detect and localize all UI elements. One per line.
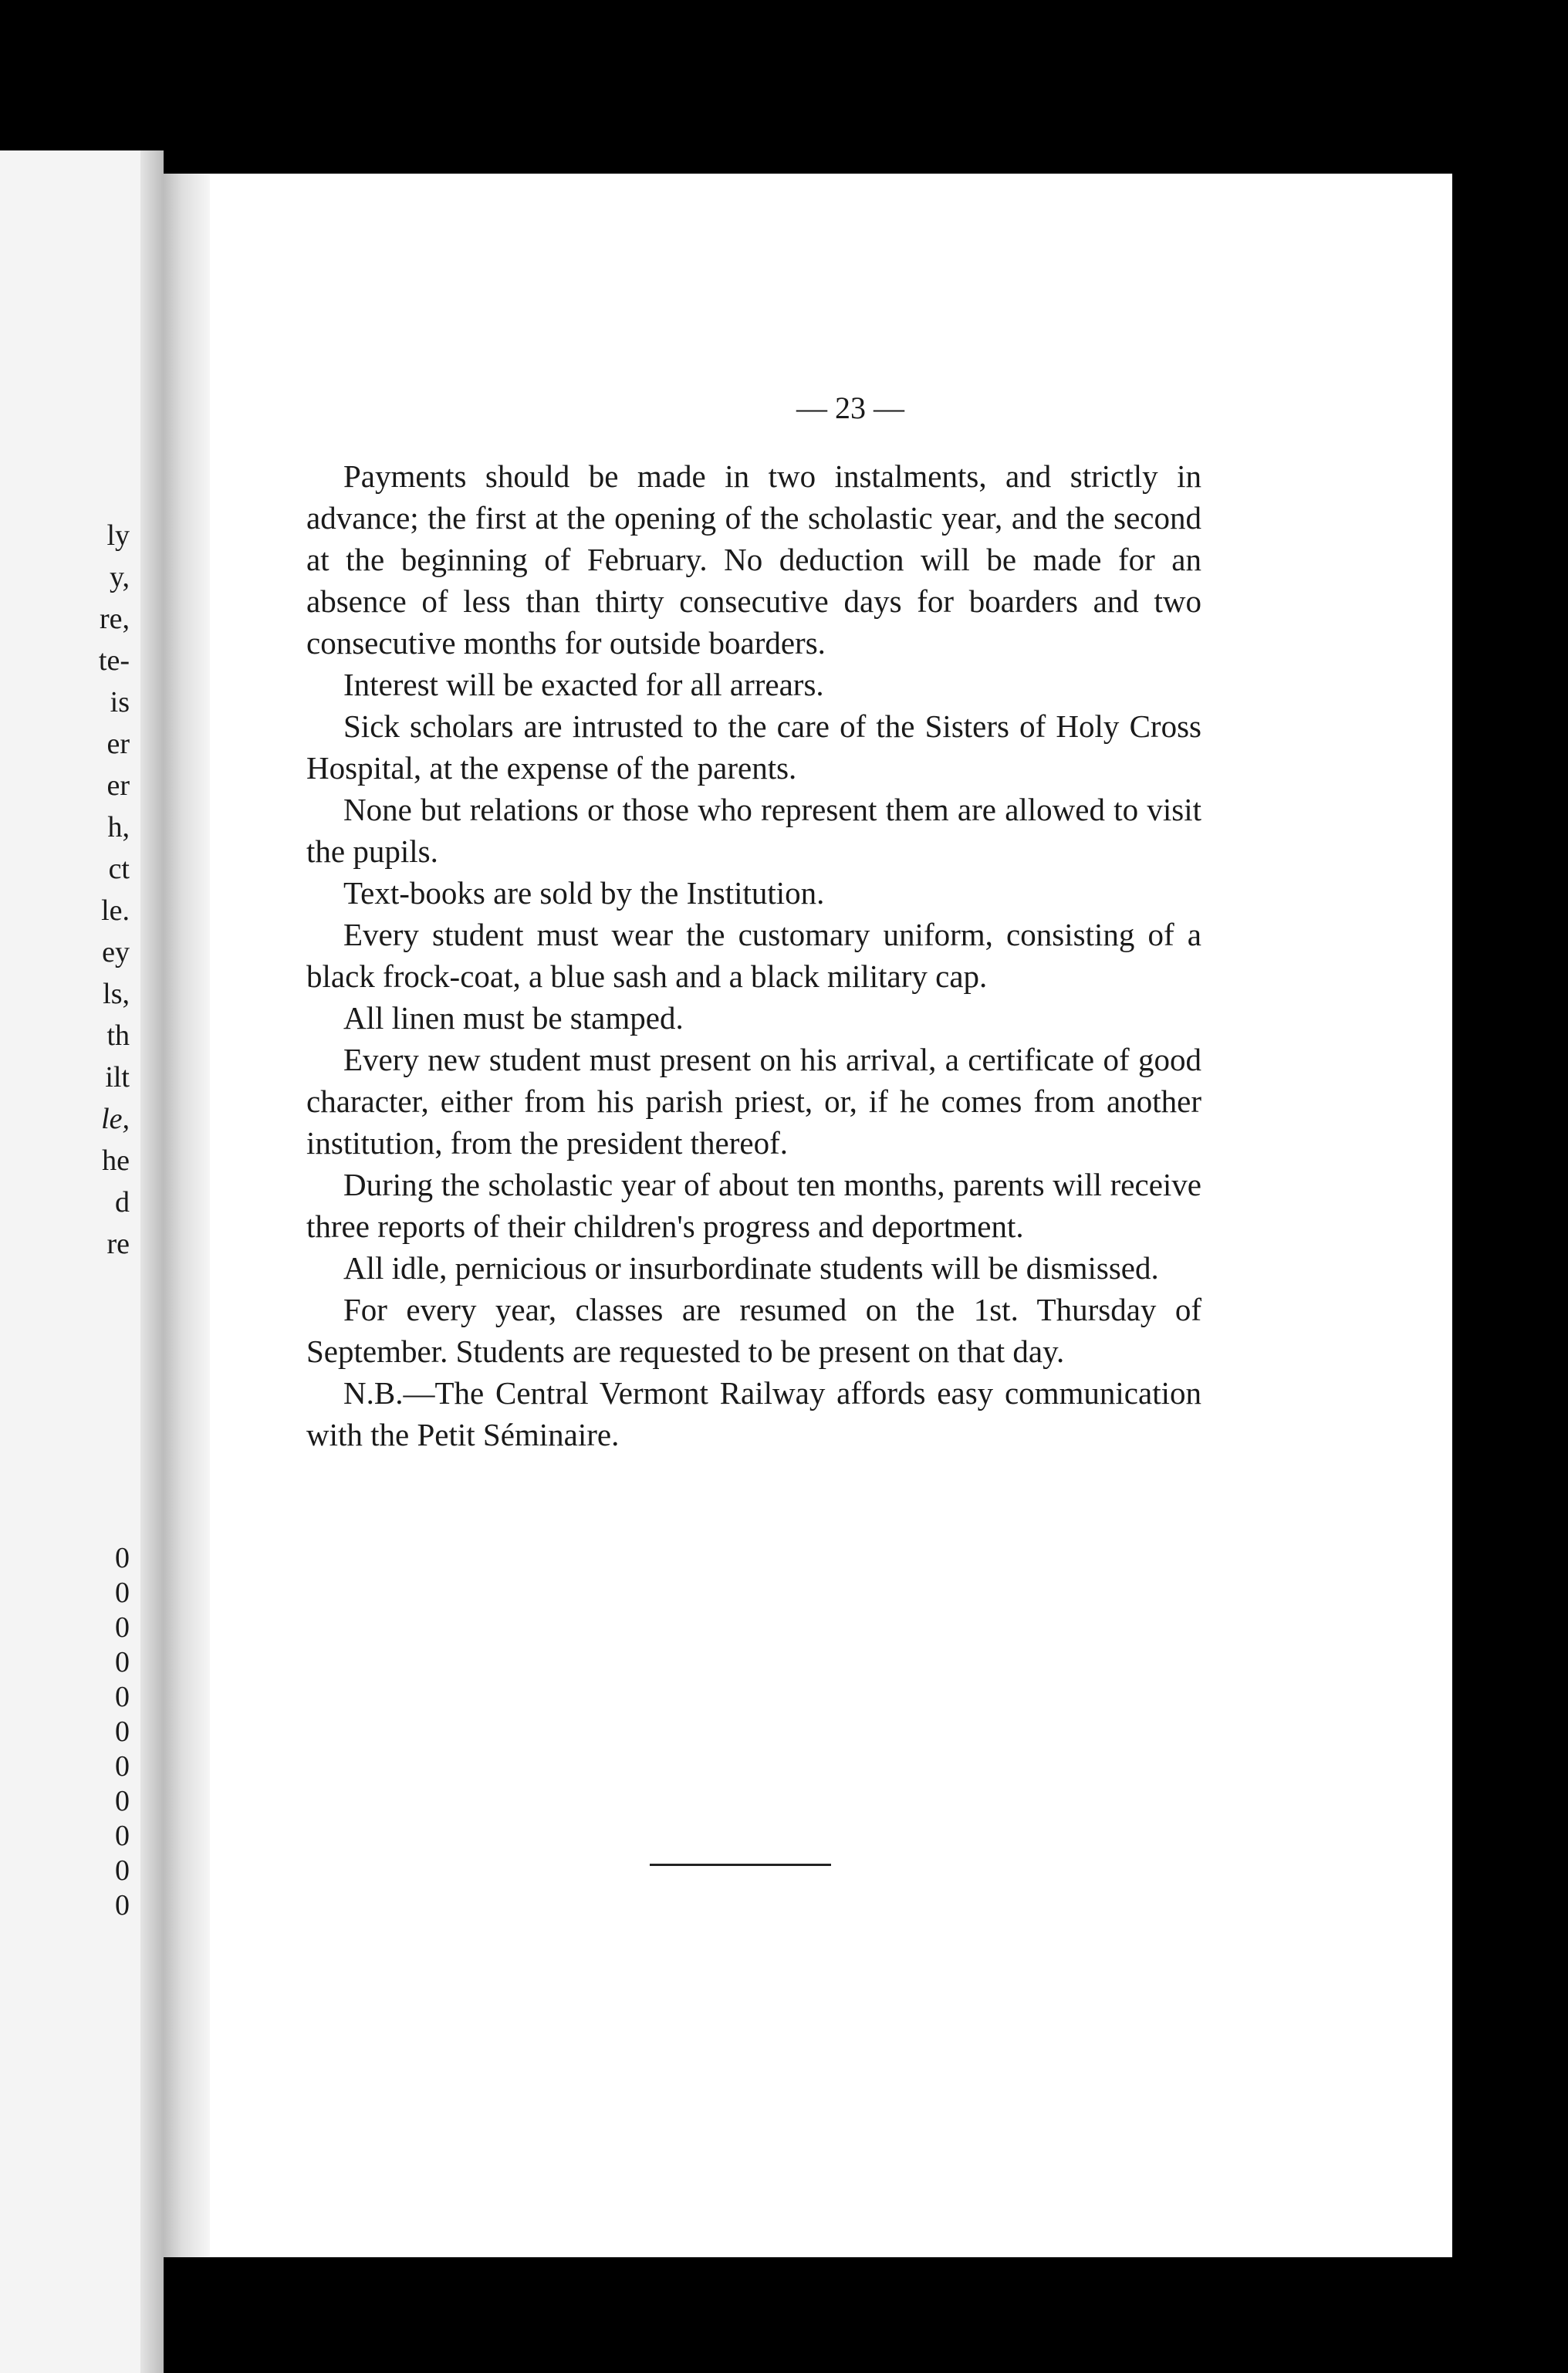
- left-line-fragment: th: [106, 1019, 130, 1052]
- left-number-fragment: 0: [115, 1577, 130, 1609]
- left-line-fragment: y,: [109, 561, 130, 593]
- left-line-fragment: te-: [98, 644, 130, 677]
- paragraph-visitors: None but relations or those who represent them are allowed to visit the pupils.: [306, 792, 1201, 869]
- left-line-fragment: d: [115, 1186, 130, 1219]
- left-line-fragment: le.: [101, 894, 130, 927]
- page-gutter-shadow: [140, 150, 164, 2373]
- left-line-fragment: ly: [106, 519, 130, 552]
- left-line-fragment: er: [106, 728, 130, 760]
- paragraph-reports: During the scholastic year of about ten months, parents will receive three reports of their children's progress and deportment.: [306, 1167, 1201, 1244]
- previous-page-fragment: [0, 150, 164, 2373]
- paragraph-text-books: Text-books are sold by the Institution.: [343, 875, 825, 911]
- left-line-fragment: le,: [101, 1103, 130, 1135]
- paragraph-linen: All linen must be stamped.: [343, 1000, 684, 1036]
- left-line-fragment: re,: [99, 603, 130, 635]
- left-number-fragment: 0: [115, 1611, 130, 1644]
- page-body: [306, 455, 1201, 1455]
- left-number-fragment: 0: [115, 1681, 130, 1713]
- paragraph-classes-resume: For every year, classes are resumed on the 1st. Thursday of September. Students are requested to be present on that day.: [306, 1292, 1201, 1369]
- left-line-fragment: is: [110, 686, 130, 718]
- binding-shadow: [164, 174, 210, 2257]
- paragraph-sick-scholars: Sick scholars are intrusted to the care of the Sisters of Holy Cross Hospital, at the expense of the parents.: [306, 708, 1201, 786]
- paragraph-payments: Payments should be made in two instalments, and strictly in advance; the first at the opening of the scholastic year, and the second at the beginning of February. No deduction will be made for an absence of less than thirty consecutive days for boarders and two consecutive months for outside boarders.: [306, 458, 1201, 661]
- left-number-fragment: 0: [115, 1542, 130, 1574]
- left-line-fragment: ls,: [103, 978, 130, 1010]
- left-number-fragment: 0: [115, 1750, 130, 1783]
- page-number: — 23 —: [796, 390, 904, 425]
- left-number-fragment: 0: [115, 1889, 130, 1922]
- paragraph-dismissal: All idle, pernicious or insurbordinate students will be dismissed.: [343, 1250, 1159, 1286]
- left-line-fragment: ilt: [105, 1061, 130, 1094]
- paragraph-interest: Interest will be exacted for all arrears.: [343, 667, 824, 702]
- left-line-fragment: he: [102, 1144, 130, 1177]
- left-line-fragment: er: [106, 769, 130, 802]
- left-line-fragment: re: [106, 1228, 130, 1260]
- closing-rule: [650, 1864, 831, 1866]
- left-number-fragment: 0: [115, 1785, 130, 1817]
- paragraph-uniform: Every student must wear the customary uniform, consisting of a black frock-coat, a blue sash and a black military cap.: [306, 917, 1201, 994]
- left-number-fragment: 0: [115, 1854, 130, 1887]
- left-line-fragment: ct: [108, 853, 130, 885]
- paragraph-certificate: Every new student must present on his arrival, a certificate of good character, either from his parish priest, or, if he comes from another institution, from the president thereof.: [306, 1042, 1201, 1161]
- left-line-fragment: h,: [107, 811, 130, 843]
- left-number-fragment: 0: [115, 1820, 130, 1852]
- left-line-fragment: ey: [102, 936, 130, 968]
- left-number-fragment: 0: [115, 1646, 130, 1678]
- left-number-fragment: 0: [115, 1716, 130, 1748]
- book-page: [164, 174, 1452, 2257]
- paragraph-railway-note: N.B.—The Central Vermont Railway affords easy communication with the Petit Séminaire.: [306, 1375, 1201, 1452]
